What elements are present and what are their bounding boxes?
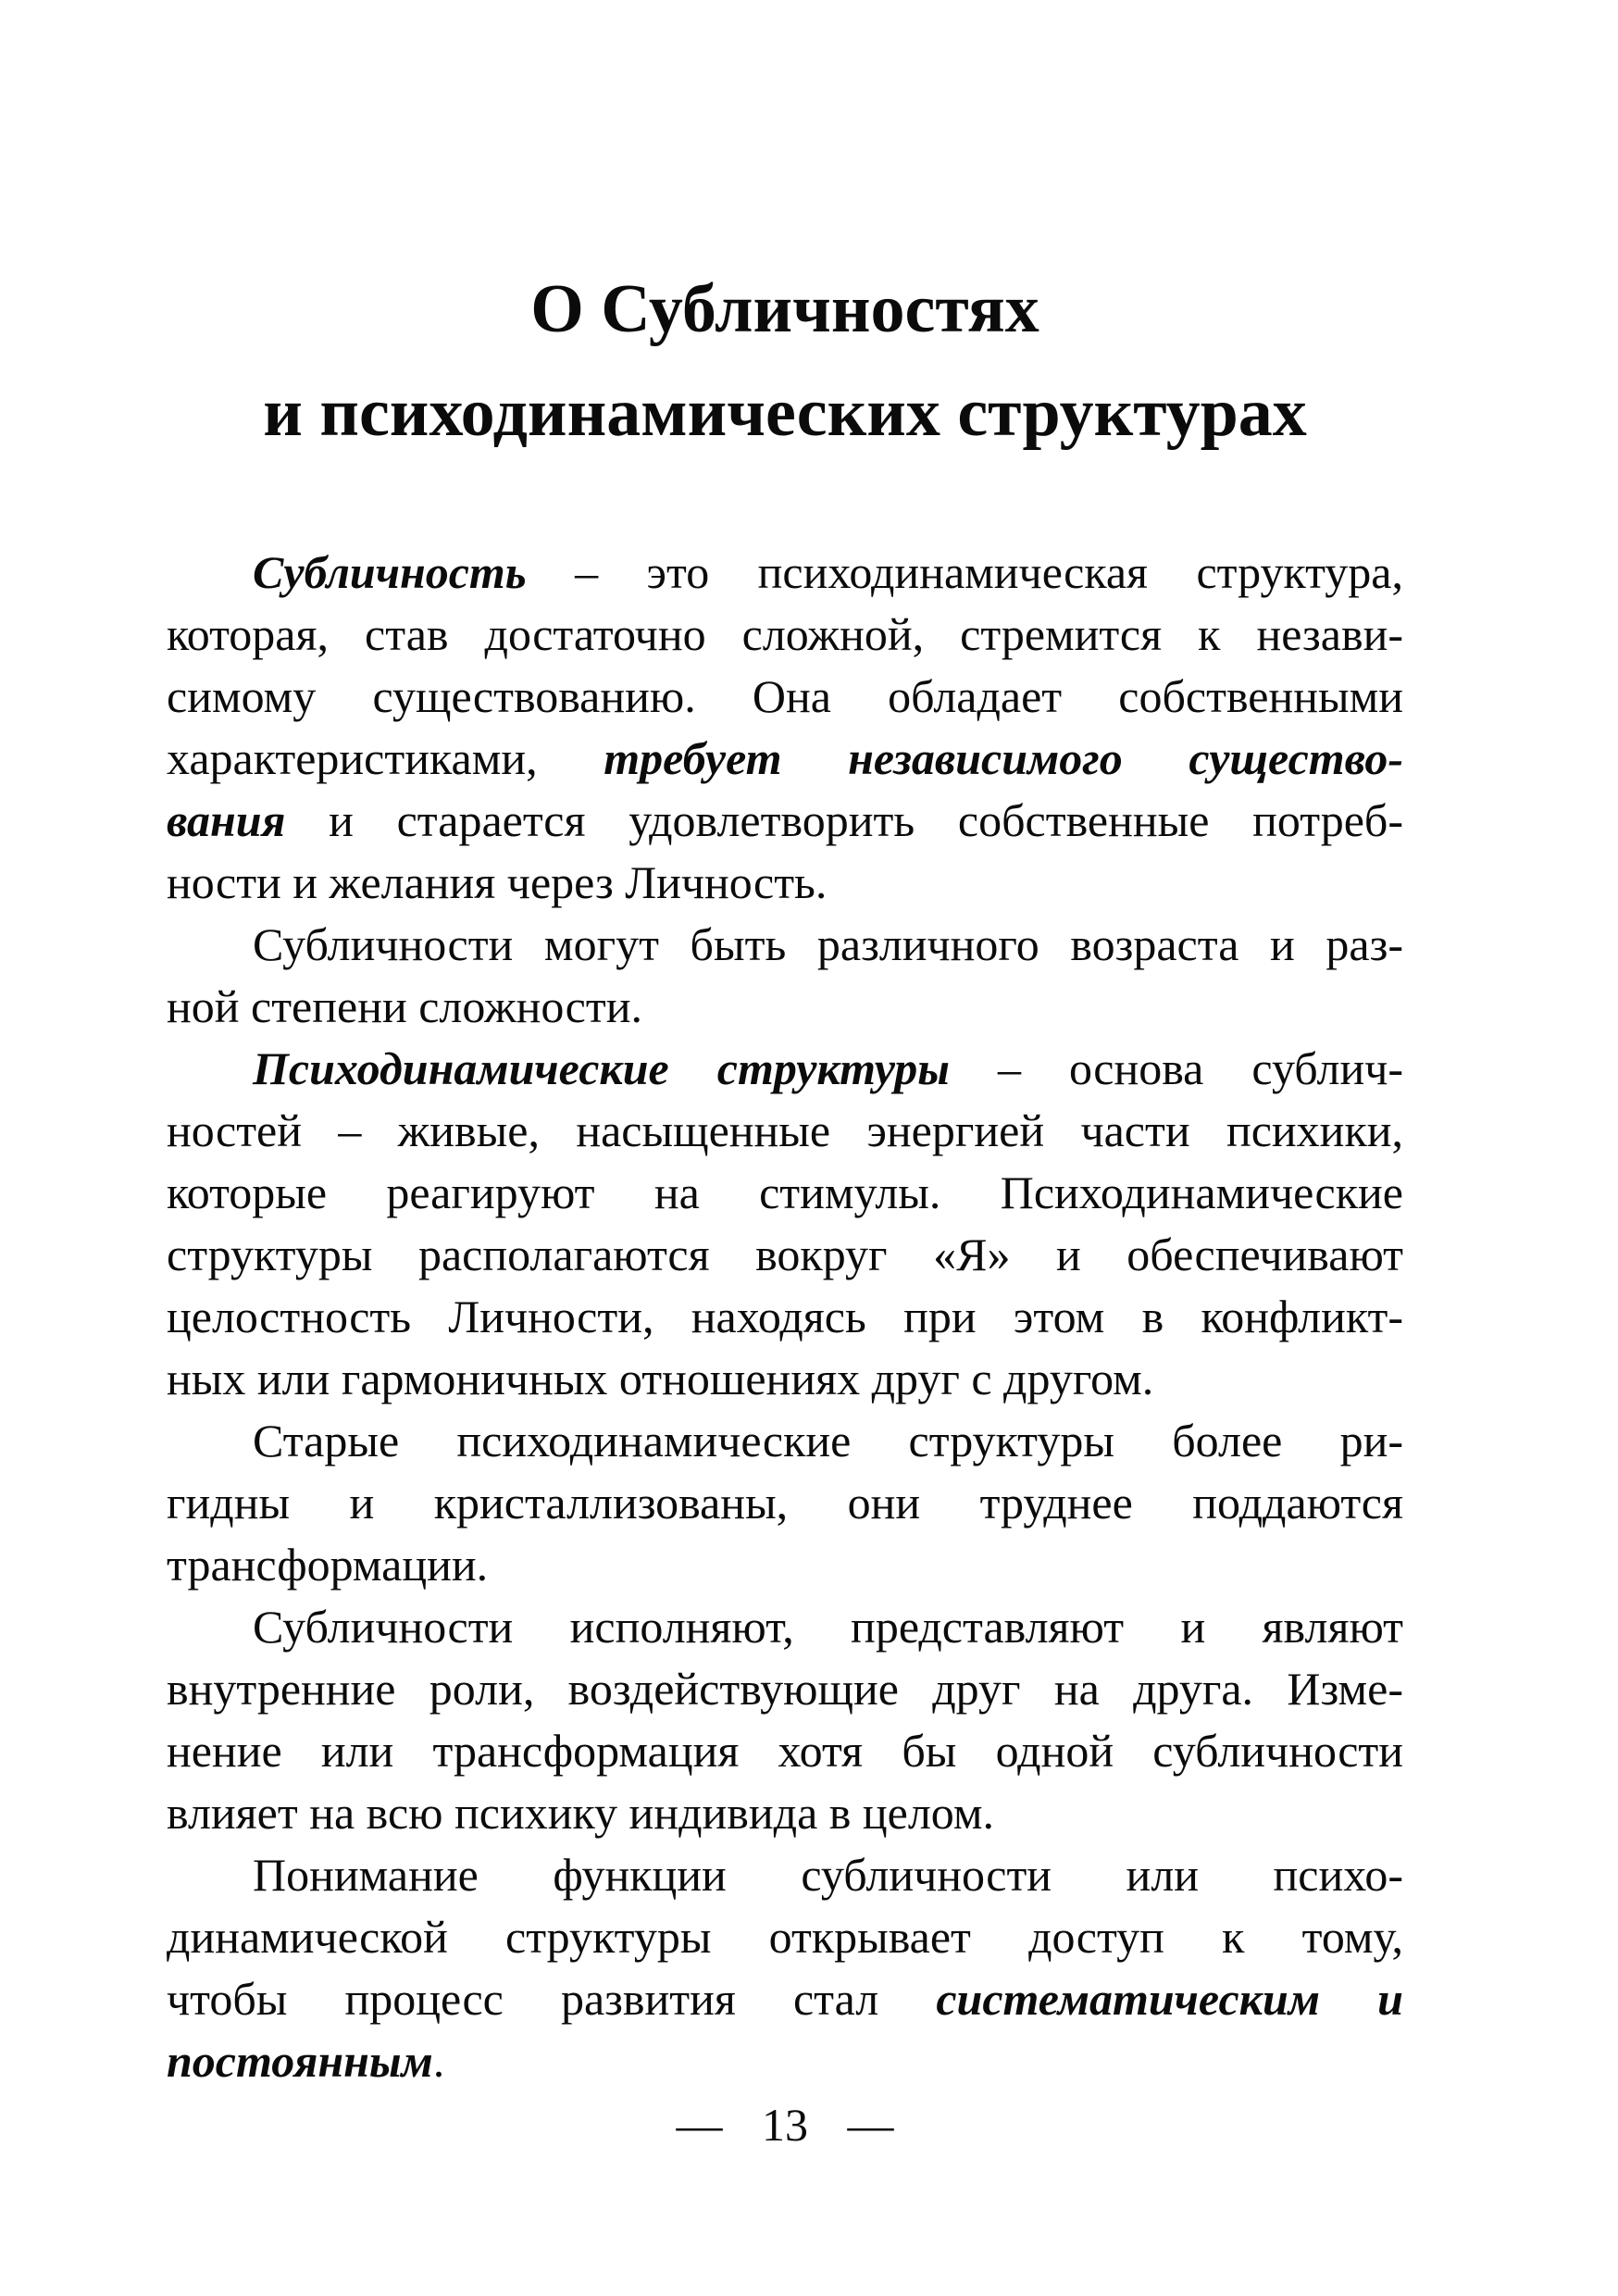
text-segment: Понимание функции субличности или психо- <box>253 1849 1403 1901</box>
text-line <box>167 1968 1403 2030</box>
text-segment: структуры располагаются вокруг «Я» и обеспечивают <box>167 1229 1403 1280</box>
text-line <box>167 1410 1403 1472</box>
page-number: 13 <box>762 2099 808 2151</box>
text-line <box>167 1782 1403 1844</box>
text-line <box>167 790 1403 852</box>
text-line <box>167 1720 1403 1782</box>
text-line <box>167 976 1403 1038</box>
text-segment: целостность Личности, находясь при этом в конфликт- <box>167 1291 1403 1342</box>
text-segment: характеристиками, <box>167 732 604 784</box>
text-segment: – это психодинамическая структура, <box>526 546 1403 598</box>
text-segment: Старые психодинамические структуры более ри- <box>253 1415 1403 1466</box>
text-segment: влияет на всю психику индивида в целом. <box>167 1787 994 1839</box>
text-line <box>167 852 1403 914</box>
emphasized-text-segment: требует независимого существо- <box>604 732 1403 784</box>
text-segment: Субличности могут быть различного возраста и раз- <box>253 918 1403 970</box>
text-segment: нение или трансформация хотя бы одной субличности <box>167 1725 1403 1777</box>
text-line <box>167 1658 1403 1720</box>
chapter-title-line-2: и психодинамических структурах <box>263 375 1307 451</box>
text-line <box>167 1596 1403 1658</box>
page-footer <box>167 2094 1403 2156</box>
text-segment: чтобы процесс развития стал <box>167 1973 937 2025</box>
text-segment: динамической структуры открывает доступ к тому, <box>167 1911 1403 1963</box>
text-segment: ных или гармоничных отношениях друг с другом. <box>167 1353 1154 1404</box>
text-segment: симому существованию. Она обладает собственными <box>167 670 1403 722</box>
text-segment: трансформации. <box>167 1539 489 1591</box>
text-line <box>167 1100 1403 1162</box>
emphasized-text-segment: Психодинамические структуры <box>253 1042 950 1094</box>
text-segment: Субличности исполняют, представляют и являют <box>253 1601 1403 1653</box>
text-line <box>167 1534 1403 1596</box>
text-line <box>167 2030 1403 2092</box>
emphasized-text-segment: систематическим и <box>936 1973 1403 2025</box>
footer-right-dash: — <box>847 2099 894 2151</box>
text-segment: ной степени сложности. <box>167 980 642 1032</box>
text-line <box>167 1224 1403 1286</box>
footer-left-dash: — <box>676 2099 723 2151</box>
text-line <box>167 1472 1403 1534</box>
text-segment: и старается удовлетворить собственные потреб- <box>285 794 1403 846</box>
text-segment: . <box>432 2035 445 2087</box>
emphasized-text-segment: постоянным <box>167 2035 433 2087</box>
text-segment: которые реагируют на стимулы. Психодинамические <box>167 1167 1403 1218</box>
text-line <box>167 1286 1403 1348</box>
text-line <box>167 1348 1403 1410</box>
text-line <box>167 1844 1403 1906</box>
text-line <box>167 728 1403 790</box>
chapter-title-line-1: О Субличностях <box>530 271 1039 347</box>
text-segment: которая, став достаточно сложной, стремится к незави- <box>167 608 1403 660</box>
text-line <box>167 542 1403 604</box>
emphasized-text-segment: Субличность <box>253 546 527 598</box>
text-segment: ности и желания через Личность. <box>167 856 828 908</box>
text-line <box>167 604 1403 666</box>
text-line <box>167 666 1403 728</box>
text-line <box>167 1906 1403 1968</box>
text-line <box>167 914 1403 976</box>
body-text <box>167 542 1403 2092</box>
text-segment: ностей – живые, насыщенные энергией части психики, <box>167 1104 1403 1156</box>
text-segment: внутренние роли, воздействующие друг на друга. Изме- <box>167 1663 1403 1715</box>
chapter-title <box>167 257 1403 465</box>
text-segment: – основа сублич- <box>949 1042 1403 1094</box>
text-line <box>167 1038 1403 1100</box>
text-line <box>167 1162 1403 1224</box>
text-segment: гидны и кристаллизованы, они труднее поддаются <box>167 1477 1403 1529</box>
emphasized-text-segment: вания <box>167 794 286 846</box>
